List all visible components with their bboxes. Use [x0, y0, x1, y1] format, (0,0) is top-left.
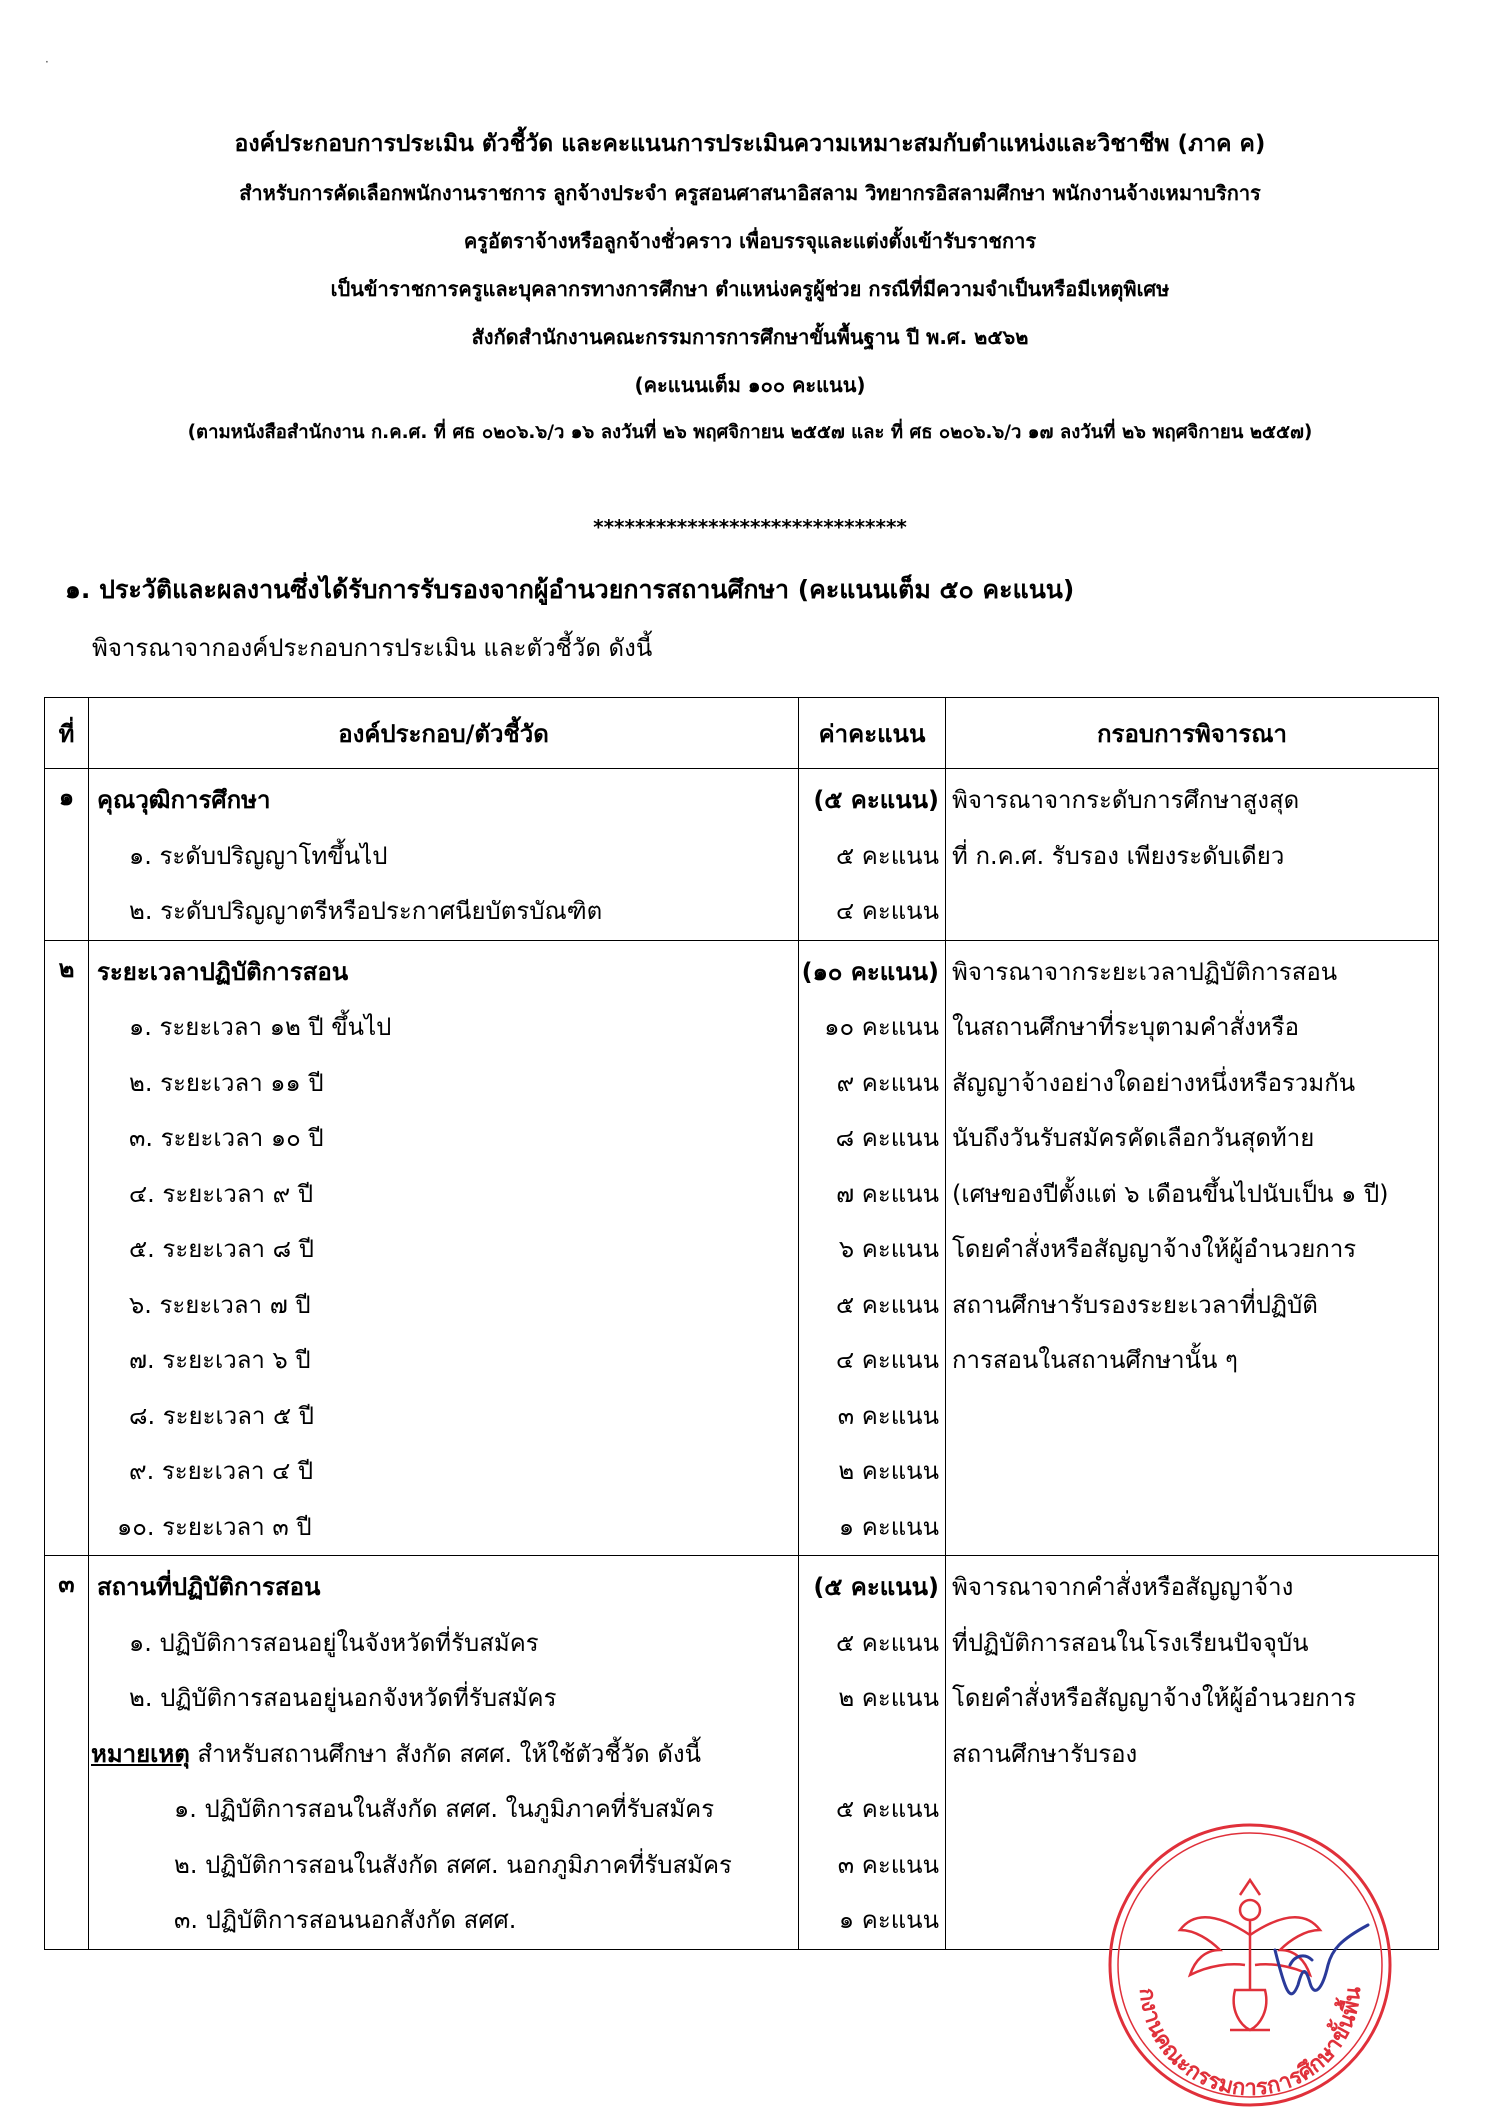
frame-line: โดยคำสั่งหรือสัญญาจ้างให้ผู้อำนวยการ — [952, 1684, 1357, 1712]
frame-line: โดยคำสั่งหรือสัญญาจ้างให้ผู้อำนวยการ — [952, 1235, 1357, 1263]
spacer — [799, 1727, 945, 1783]
group-number: ๓ — [45, 1556, 89, 1950]
note-text: สำหรับสถานศึกษา สังกัด สศศ. ให้ใช้ตัวชี้วัด ดังนี้ — [189, 1739, 702, 1768]
item-score: ๔ คะแนน — [835, 897, 939, 925]
group-title: ระยะเวลาปฏิบัติการสอน — [97, 957, 349, 986]
group-items — [89, 1556, 799, 1950]
header-line-3: ครูอัตราจ้างหรือลูกจ้างชั่วคราว เพื่อบรรจุและแต่งตั้งเข้ารับราชการ — [463, 229, 1037, 253]
group-title: สถานที่ปฏิบัติการสอน — [97, 1573, 321, 1601]
separator-stars: ****************************** — [593, 515, 907, 539]
group-frame — [946, 769, 1439, 941]
official-seal — [1100, 1815, 1400, 2115]
item-score: ๕ คะแนน — [835, 1795, 939, 1823]
scan-speck: · — [45, 55, 49, 69]
table-header-row — [45, 698, 1439, 769]
item-score: ๒ คะแนน — [838, 1684, 939, 1712]
frame-line: พิจารณาจากคำสั่งหรือสัญญาจ้าง — [952, 1573, 1294, 1601]
document-header — [0, 120, 1500, 457]
section-subtitle: พิจารณาจากองค์ประกอบการประเมิน และตัวชี้วัด ดังนี้ — [92, 634, 653, 662]
header-line-1: องค์ประกอบการประเมิน ตัวชี้วัด และคะแนนการประเมินความเหมาะสมกับตำแหน่งและวิชาชีพ (ภาค ค) — [234, 131, 1266, 157]
item-score: ๓ คะแนน — [837, 1401, 939, 1430]
list-item: ๒. ระดับปริญญาตรีหรือประกาศนียบัตรบัณฑิต — [129, 897, 603, 925]
list-item: ๔. ระยะเวลา ๙ ปี — [129, 1179, 314, 1208]
group-total-score: (๕ คะแนน) — [813, 1573, 939, 1601]
list-item: ๓. ปฏิบัติการสอนนอกสังกัด สศศ. — [174, 1906, 517, 1934]
group-total-score: (๑๐ คะแนน) — [801, 957, 939, 986]
group-scores — [799, 1556, 946, 1950]
section-title: ๑. ประวัติและผลงานซึ่งได้รับการรับรองจากผู้อำนวยการสถานศึกษา (คะแนนเต็ม ๕๐ คะแนน) — [65, 575, 1075, 604]
list-item: ๑๐. ระยะเวลา ๓ ปี — [117, 1512, 312, 1541]
item-score: ๔ คะแนน — [835, 1346, 939, 1374]
frame-line: สัญญาจ้างอย่างใดอย่างหนึ่งหรือรวมกัน — [952, 1068, 1356, 1097]
list-item: ๙. ระยะเวลา ๔ ปี — [129, 1457, 314, 1485]
header-no: ที่ — [45, 698, 89, 769]
group-items — [89, 769, 799, 941]
list-item: ๗. ระยะเวลา ๖ ปี — [129, 1346, 311, 1374]
frame-line: พิจารณาจากระยะเวลาปฏิบัติการสอน — [952, 957, 1338, 986]
table-row — [45, 940, 1439, 1556]
list-item: ๓. ระยะเวลา ๑๐ ปี — [129, 1124, 324, 1152]
frame-line: ที่ปฏิบัติการสอนในโรงเรียนปัจจุบัน — [952, 1628, 1309, 1657]
group-number: ๑ — [45, 769, 89, 941]
frame-line: ในสถานศึกษาที่ระบุตามคำสั่งหรือ — [952, 1013, 1299, 1041]
frame-line: (เศษของปีตั้งแต่ ๖ เดือนขึ้นไปนับเป็น ๑ ปี) — [952, 1179, 1389, 1208]
list-item: ๖. ระยะเวลา ๗ ปี — [129, 1290, 311, 1319]
group-frame — [946, 940, 1439, 1556]
item-score: ๒ คะแนน — [838, 1457, 939, 1485]
list-item: ๕. ระยะเวลา ๘ ปี — [129, 1235, 315, 1263]
seal-text: กงานคณะกรรมการการศึกษาขั้นพื้น — [1133, 1985, 1367, 2101]
group-title: คุณวุฒิการศึกษา — [97, 786, 271, 814]
list-item: ๑. ระยะเวลา ๑๒ ปี ขึ้นไป — [129, 1013, 392, 1041]
frame-line: ที่ ก.ค.ศ. รับรอง เพียงระดับเดียว — [952, 841, 1285, 870]
item-score: ๓ คะแนน — [837, 1850, 939, 1879]
note-label: หมายเหตุ — [91, 1739, 190, 1768]
group-total-score: (๕ คะแนน) — [813, 786, 939, 814]
list-item: ๑. ปฏิบัติการสอนในสังกัด สศศ. ในภูมิภาคที่รับสมัคร — [174, 1795, 715, 1823]
item-score: ๘ คะแนน — [835, 1124, 939, 1152]
item-score: ๕ คะแนน — [835, 1628, 939, 1657]
table-row — [45, 769, 1439, 941]
frame-line: สถานศึกษารับรอง — [952, 1739, 1138, 1768]
group-scores — [799, 940, 946, 1556]
item-score: ๕ คะแนน — [835, 841, 939, 870]
seal-graphic — [1100, 1815, 1400, 2115]
item-score: ๙ คะแนน — [836, 1068, 939, 1097]
item-score: ๖ คะแนน — [838, 1235, 939, 1263]
header-line-5: สังกัดสำนักงานคณะกรรมการการศึกษาขั้นพื้นฐาน ปี พ.ศ. ๒๕๖๒ — [471, 325, 1029, 349]
item-score: ๕ คะแนน — [835, 1290, 939, 1319]
header-item: องค์ประกอบ/ตัวชี้วัด — [89, 698, 799, 769]
frame-line: พิจารณาจากระดับการศึกษาสูงสุด — [952, 786, 1300, 814]
list-item: ๑. ระดับปริญญาโทขึ้นไป — [129, 841, 388, 870]
list-item: ๒. ปฏิบัติการสอนอยู่นอกจังหวัดที่รับสมัคร — [129, 1684, 557, 1712]
list-item: ๒. ปฏิบัติการสอนในสังกัด สศศ. นอกภูมิภาคที่รับสมัคร — [174, 1850, 732, 1879]
list-item: ๑. ปฏิบัติการสอนอยู่ในจังหวัดที่รับสมัคร — [129, 1628, 539, 1657]
item-score: ๑๐ คะแนน — [824, 1013, 939, 1041]
note-line — [89, 1727, 798, 1783]
header-line-4: เป็นข้าราชการครูและบุคลากรทางการศึกษา ตำแหน่งครูผู้ช่วย กรณีที่มีความจำเป็นหรือมีเหตุพิเศษ — [330, 277, 1170, 301]
signature-mark — [1275, 1925, 1368, 1994]
group-items — [89, 940, 799, 1556]
item-score: ๗ คะแนน — [836, 1179, 939, 1208]
header-line-6: (คะแนนเต็ม ๑๐๐ คะแนน) — [634, 373, 866, 397]
item-score: ๑ คะแนน — [838, 1906, 939, 1934]
frame-line: การสอนในสถานศึกษานั้น ๆ — [952, 1346, 1238, 1374]
header-score: ค่าคะแนน — [799, 698, 946, 769]
item-score: ๑ คะแนน — [838, 1512, 939, 1541]
criteria-table — [44, 697, 1439, 1950]
list-item: ๒. ระยะเวลา ๑๑ ปี — [129, 1068, 324, 1097]
frame-line: สถานศึกษารับรองระยะเวลาที่ปฏิบัติ — [952, 1290, 1318, 1319]
header-line-2: สำหรับการคัดเลือกพนักงานราชการ ลูกจ้างประจำ ครูสอนศาสนาอิสลาม วิทยากรอิสลามศึกษา พนักงานจ้างเหมาบริการ — [239, 181, 1261, 205]
group-scores — [799, 769, 946, 941]
header-frame: กรอบการพิจารณา — [946, 698, 1439, 769]
list-item: ๘. ระยะเวลา ๕ ปี — [129, 1401, 315, 1430]
header-line-7: (ตามหนังสือสำนักงาน ก.ค.ศ. ที่ ศธ ๐๒๐๖.๖/ว ๑๖ ลงวันที่ ๒๖ พฤศจิกายน ๒๕๕๗ และ ที่ ศธ ๐๒๐๖.๖/ว ๑๗ ลงวันที่ ๒๖ พฤศจิกายน ๒๕๕๗) — [187, 422, 1313, 443]
frame-line: นับถึงวันรับสมัครคัดเลือกวันสุดท้าย — [952, 1124, 1315, 1152]
group-number: ๒ — [45, 940, 89, 1556]
